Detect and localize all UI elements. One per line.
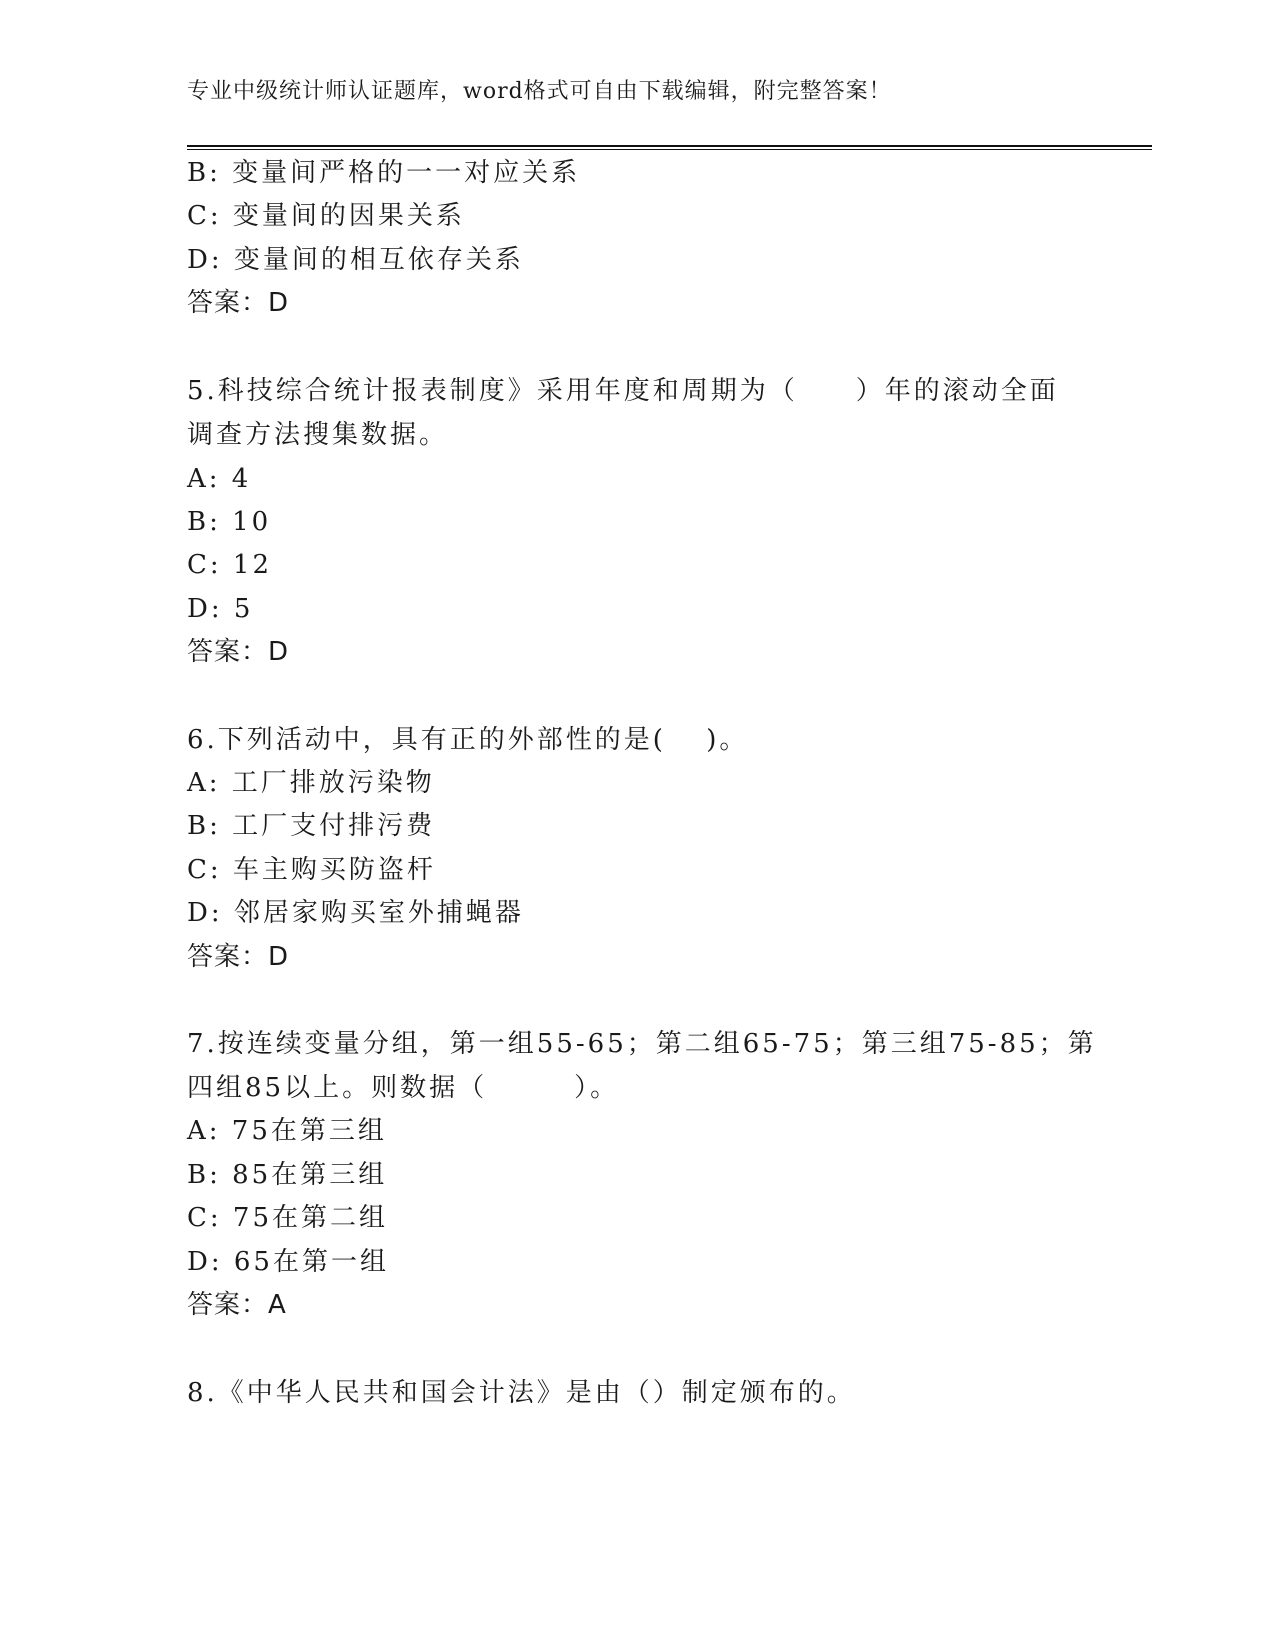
q5-option-b: B: 10 xyxy=(187,507,272,537)
q6-option-b: B: 工厂支付排污费 xyxy=(187,811,436,841)
header-divider xyxy=(187,145,1152,150)
page-header: 专业中级统计师认证题库，word格式可自由下载编辑，附完整答案！ xyxy=(187,79,892,104)
q7-stem-line1: 7.按连续变量分组，第一组55-65；第二组65-75；第三组75-85；第 xyxy=(187,1029,1097,1059)
q7-option-b: B: 85在第三组 xyxy=(187,1160,388,1190)
q5-stem-line1: 5.科技综合统计报表制度》采用年度和周期为（ ）年的滚动全面 xyxy=(187,376,1059,406)
q7-answer: 答案：A xyxy=(187,1290,287,1320)
q6-option-a: A: 工厂排放污染物 xyxy=(187,768,435,798)
q5-option-c: C: 12 xyxy=(187,550,273,580)
q8-stem: 8.《中华人民共和国会计法》是由（）制定颁布的。 xyxy=(187,1378,856,1408)
q5-option-a: A: 4 xyxy=(187,464,252,494)
q7-option-d: D: 65在第一组 xyxy=(187,1247,389,1277)
q4-option-c: C: 变量间的因果关系 xyxy=(187,201,465,231)
q4-option-d: D: 变量间的相互依存关系 xyxy=(187,245,524,275)
q5-stem-line2: 调查方法搜集数据。 xyxy=(187,420,449,450)
q7-stem-line2: 四组85以上。则数据（ ）。 xyxy=(187,1073,620,1103)
q6-option-c: C: 车主购买防盗杆 xyxy=(187,855,436,885)
q5-answer: 答案：D xyxy=(187,637,290,667)
q4-answer: 答案：D xyxy=(187,288,290,318)
q7-option-c: C: 75在第二组 xyxy=(187,1203,389,1233)
q5-option-d: D: 5 xyxy=(187,594,254,624)
q6-answer: 答案：D xyxy=(187,942,290,972)
q7-option-a: A: 75在第三组 xyxy=(187,1116,387,1146)
q6-option-d: D: 邻居家购买室外捕蝇器 xyxy=(187,898,524,928)
q4-option-b: B: 变量间严格的一一对应关系 xyxy=(187,158,581,188)
q6-stem: 6.下列活动中，具有正的外部性的是( )。 xyxy=(187,725,749,755)
